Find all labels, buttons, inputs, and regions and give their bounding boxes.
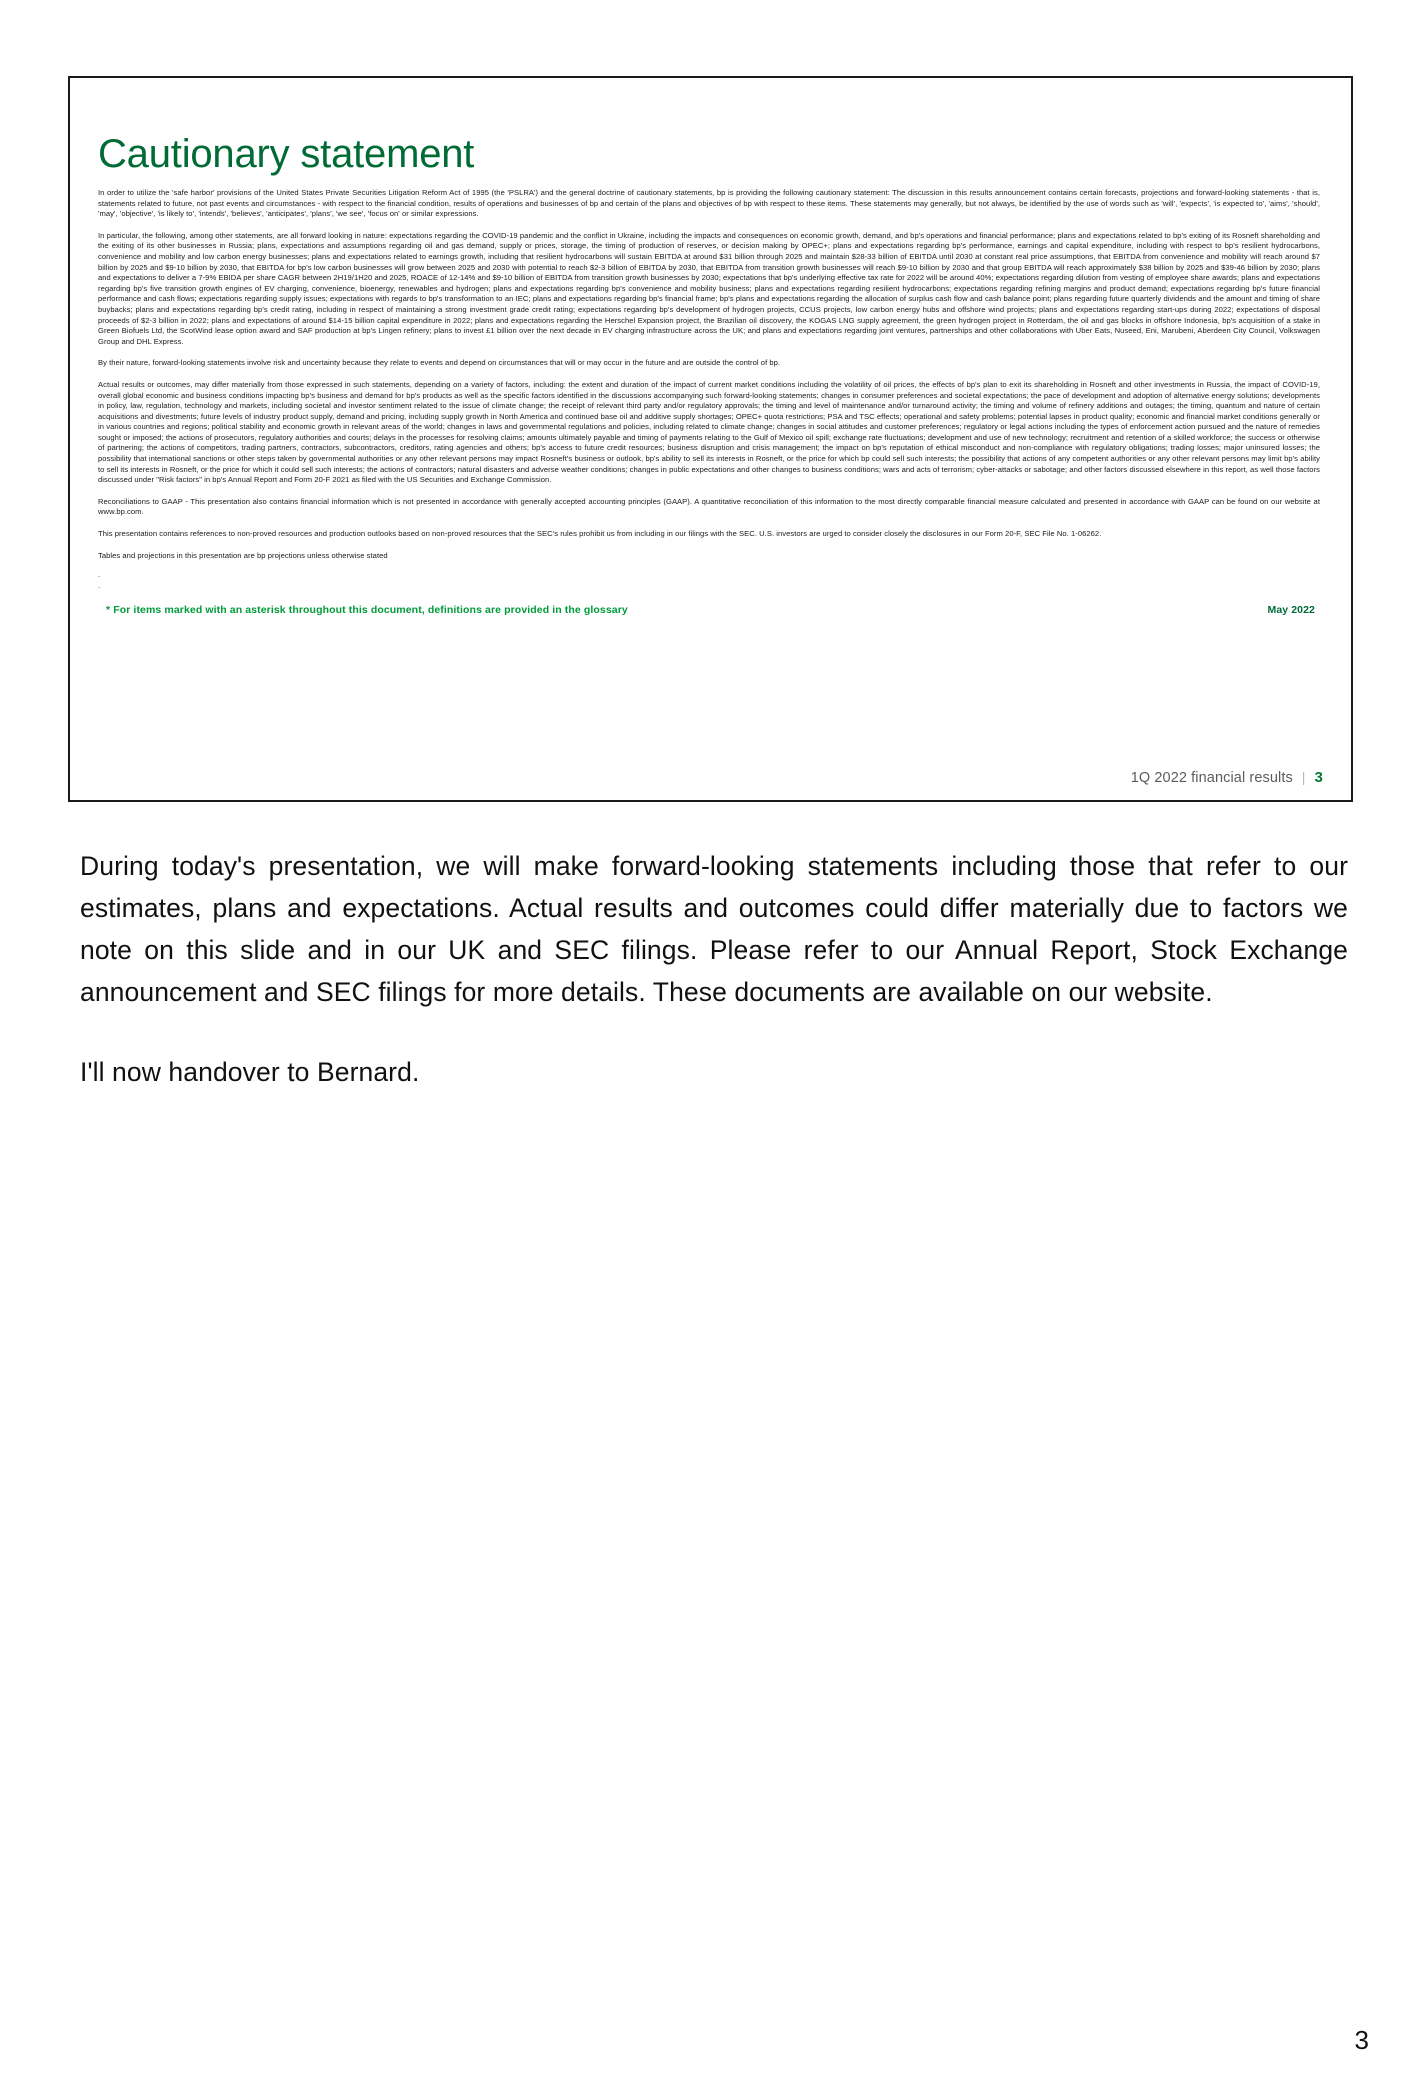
legal-paragraph: In particular, the following, among other statements, are all forward looking in nature: expectations regarding the COVID-19 pandemic and the conflict in Ukraine, including the impacts and consequences on economic growth, demand, and bp's operations and financial performance; plans and expectations related to bp's exiting of its Rosneft shareholding and the exiting of its other businesses in Russia; plans, expectations and assumptions regarding oil and gas demand, supply or prices, storage, the timing of production of reserves, or decision making by OPEC+; plans and expectations regarding bp's performance, earnings and capital expenditure, including with respect to bp's resilient hydrocarbons, convenience and mobility and low carbon energy businesses; plans and expectations related to earnings growth, including that resilient hydrocarbons will sustain EBITDA at around $31 billion through 2025 and maintain $28-33 billion of EBITDA until 2030 at constant real price assumptions, that EBITDA from convenience and mobility will reach around $7 billion by 2025 and $9-10 billion by 2030, that EBITDA for bp's low carbon businesses will grow between 2025 and 2030 with potential to reach $2-3 billion of EBITDA by 2030, that EBITDA from transition growth businesses will reach $9-10 billion by 2030 and that group EBITDA will reach approximately $38 billion by 2025 and $39-46 billion by 2030; plans and expectations to deliver a 7-9% EBIDA per share CAGR between 2H19/1H20 and 2025, ROACE of 12-14% and $9-10 billion of EBITDA from transition growth businesses by 2030; expectations that bp's underlying effective tax rate for 2022 will be around 40%; expectations regarding dilution from vesting of employee share awards; plans and expectations regarding bp's five transition growth engines of EV charging, convenience, bioenergy, renewables and hydrogen; plans and expectations regarding bp's convenience and mobility business; plans and expectations regarding resilient hydrocarbons; expectations regarding refining margins and product demand; expectations regarding bp's future financial performance and cash flows; expectations regarding supply issues; expectations with regards to bp's transformation to an IEC; plans and expectations regarding bp's financial frame; bp's plans and expectations regarding the allocation of surplus cash flow and cash balance point; plans regarding future quarterly dividends and the amount and timing of share buybacks; plans and expectations regarding bp's credit rating, including in respect of maintaining a strong investment grade credit rating; expectations regarding bp's development of hydrogen projects, CCUS projects, low carbon energy hubs and offshore wind projects; plans and expectations regarding start-ups during 2022; expectations of disposal proceeds of $2-3 billion in 2022; plans and expectations of around $14-15 billion capital expenditure in 2022; plans and expectations regarding the Herschel Expansion project, the Brazilian oil discovery, the KOGAS LNG supply agreement, the green hydrogen project in Rotterdam, the oil and gas blocks in offshore Indonesia, bp's acquisition of a stake in Green Biofuels Ltd, the ScotWind lease option award and SAF production at bp's Lingen refinery; plans to invest £1 billion over the next decade in EV charging infrastructure across the UK; and plans and expectations regarding joint ventures, partnerships and other collaborations with Uber Eats, Nuseed, Eni, Marubeni, Aberdeen City Council, Volkswagen Group and DHL Express.	[98, 230, 1320, 346]
page-title: Cautionary statement	[98, 132, 475, 176]
legal-paragraph: This presentation contains references to non-proved resources and production outlooks based on non-proved resources that the SEC's rules prohibit us from including in our filings with the SEC. U.S. investors are urged to consider closely the disclosures in our Form 20-F, SEC File No. 1-06262.	[98, 529, 1102, 539]
slide-footer	[1131, 769, 1323, 786]
footer-label: 1Q 2022 financial results	[1130, 770, 1293, 786]
cautionary-statement-body	[98, 188, 1320, 590]
transcript-paragraph-1: During today's presentation, we will make forward-looking statements including those that refer to our estimates, plans and expectations. Actual results and outcomes could differ materially due to factors we note on this slide and in our UK and SEC filings. Please refer to our Annual Report, Stock Exchange announcement and SEC filings for more details. These documents are available on our website.	[80, 851, 1348, 1007]
legal-paragraph: By their nature, forward-looking statements involve risk and uncertainty because they relate to events and depend on circumstances that will or may occur in the future and are outside the control of bp.	[98, 358, 781, 368]
legal-paragraph: Actual results or outcomes, may differ materially from those expressed in such statements, depending on a variety of factors, including: the extent and duration of the impact of current market conditions including the volatility of oil prices, the effects of bp's plan to exit its shareholding in Rosneft and other investments in Russia, the impact of COVID-19, overall global economic and business conditions impacting bp's business and demand for bp's products as well as the specific factors identified in the discussions accompanying such forward-looking statements; changes in consumer preferences and societal expectations; the pace of development and adoption of alternative energy solutions; developments in policy, law, regulation, technology and markets, including societal and investor sentiment related to the issue of climate change; the receipt of relevant third party and/or regulatory approvals; the timing and level of maintenance and/or turnaround activity; the timing and volume of refinery additions and outages; the timing, quantum and nature of certain acquisitions and divestments; future levels of industry product supply, demand and pricing, including supply growth in North America and continued base oil and additive supply shortages; OPEC+ quota restrictions; PSA and TSC effects; operational and safety problems; potential lapses in product quality; economic and financial market conditions generally or in various countries and regions; political stability and economic growth in relevant areas of the world; changes in laws and governmental regulations and policies, including related to climate change; changes in social attitudes and customer preferences; regulatory or legal actions including the types of enforcement action pursued and the nature of remedies sought or imposed; the actions of prosecutors, regulatory authorities and courts; delays in the processes for resolving claims; amounts ultimately payable and timing of payments relating to the Gulf of Mexico oil spill; exchange rate fluctuations; development and use of new technology; recruitment and retention of a skilled workforce; the success or otherwise of partnering; the actions of competitors, trading partners, contractors, subcontractors, creditors, rating agencies and others; bp's access to future credit resources; business disruption and crisis management; the impact on bp's reputation of ethical misconduct and non-compliance with regulatory obligations; trading losses; major uninsured losses; the possibility that international sanctions or other steps taken by governmental authorities or any other relevant persons may impact Rosneft's business or outlook, bp's ability to sell its interests in Rosneft, or the price for which bp could sell such interests; the possibility that actions of any competent authorities or any other relevant persons may limit bp's ability to sell its interests in Rosneft, or the price for which it could sell such interests; the actions of contractors; natural disasters and adverse weather conditions; changes in public expectations and other changes to business conditions; wars and acts of terrorism; cyber-attacks or sabotage; and other factors discussed elsewhere in this report, as well those factors discussed under "Risk factors" in bp's Annual Report and Form 20-F 2021 as filed with the US Securities and Exchange Commission.	[98, 379, 1320, 485]
slide-date: May 2022	[1267, 604, 1315, 617]
legal-dot-line: .	[98, 581, 101, 591]
legal-paragraph: Tables and projections in this presentation are bp projections unless otherwise stated	[98, 550, 388, 560]
legal-paragraph: In order to utilize the 'safe harbor' provisions of the United States Private Securities Litigation Reform Act of 1995 (the 'PSLRA') and the general doctrine of cautionary statements, bp is providing the following cautionary statement: The discussion in this results announcement contains certain forecasts, projections and forward-looking statements - that is, statements related to future, not past events and circumstances - with respect to the financial condition, results of operations and businesses of bp and certain of the plans and objectives of bp with respect to these items. These statements may generally, but not always, be identified by the use of words such as 'will', 'expects', 'is expected to', 'aims', 'should', 'may', 'objective', 'is likely to', 'intends', 'believes', 'anticipates', 'plans', 'we see', 'focus on' or similar expressions.	[98, 188, 1320, 219]
legal-paragraph: Reconciliations to GAAP - This presentation also contains financial information which is not presented in accordance with generally accepted accounting principles (GAAP). A quantitative reconciliation of this information to the most directly comparable financial measure calculated and presented in accordance with GAAP can be found on our website at www.bp.com.	[98, 496, 1320, 517]
glossary-note-row	[98, 604, 1325, 620]
transcript-paragraph-2: I'll now handover to Bernard.	[80, 1057, 420, 1087]
slide-content	[98, 102, 1325, 788]
slide-frame	[68, 76, 1353, 802]
document-page-number: 3	[1354, 2025, 1369, 2055]
footer-page-number: 3	[1314, 769, 1323, 786]
legal-dot-line: .	[98, 570, 101, 580]
footer-separator: |	[1301, 769, 1306, 785]
transcript-text	[80, 845, 1348, 1093]
glossary-note: * For items marked with an asterisk throughout this document, definitions are provided in the glossary	[106, 604, 628, 617]
